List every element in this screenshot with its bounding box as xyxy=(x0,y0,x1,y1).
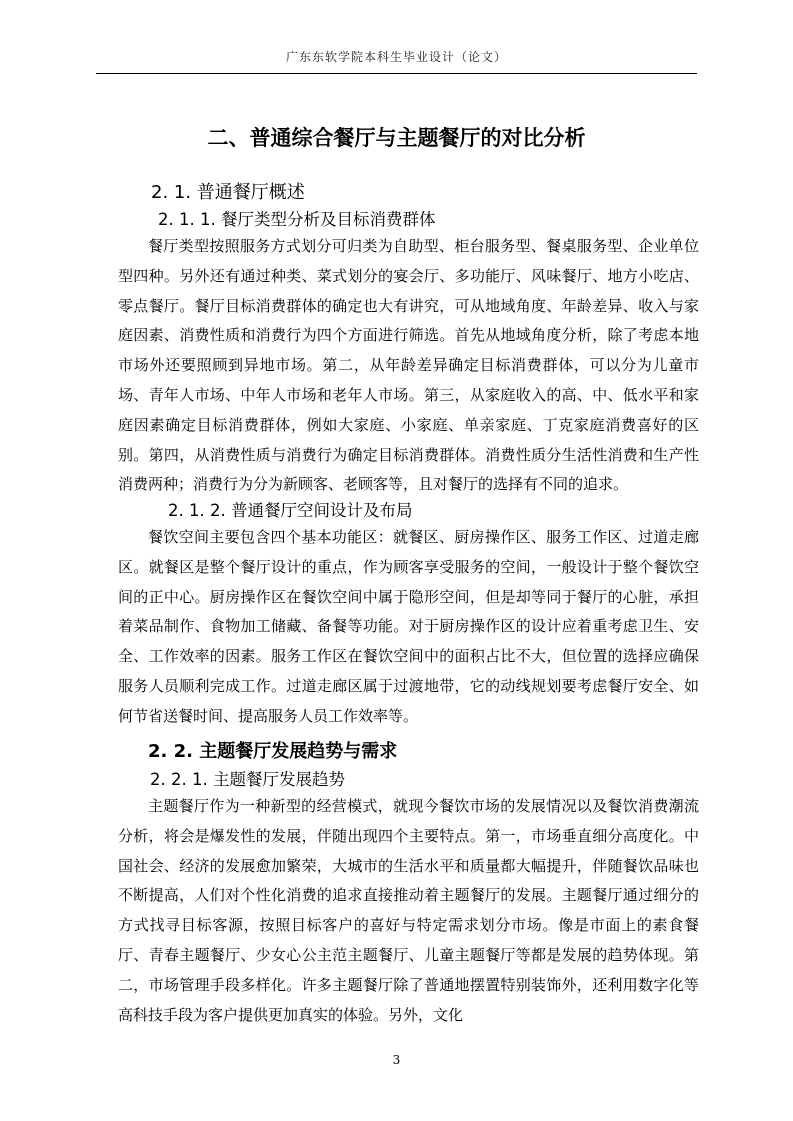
subsection-heading-2-1-1: 2. 1. 1. 餐厅类型分析及目标消费群体 xyxy=(158,210,436,229)
page-number: 3 xyxy=(392,1053,401,1067)
section-heading-2-1: 2. 1. 普通餐厅概述 xyxy=(151,182,305,203)
running-header: 广东东软学院本科生毕业设计（论文） xyxy=(285,50,507,64)
subsection-heading-2-1-2: 2. 1. 2. 普通餐厅空间设计及布局 xyxy=(168,501,413,520)
paragraph-2-2-1: 主题餐厅作为一种新型的经营模式，就现今餐饮市场的发展情况以及餐饮消费潮流分析，将会是爆发性的发展，伴随出现四个主要特点。第一，市场垂直细分高度化。中国社会、经济的发展愈加繁荣，大城市的生活水平和质量都大幅提升，伴随餐饮品味也不断提高，人们对个性化消费的追求直接推动着主题餐厅的发展。主题餐厅通过细分的方式找寻目标客源，按照目标客户的喜好与特定需求划分市场。像是市面上的素食餐厅、青春主题餐厅、少女心公主范主题餐厅、儿童主题餐厅等都是发展的趋势体现。第二，市场管理手段多样化。许多主题餐厅除了普通地摆置特别装饰外，还利用数字化等高科技手段为客户提供更加真实的体验。另外，文化 xyxy=(118,797,699,1024)
chapter-title: 二、普通综合餐厅与主题餐厅的对比分析 xyxy=(207,126,586,150)
paragraph-2-1-2: 餐饮空间主要包含四个基本功能区：就餐区、厨房操作区、服务工作区、过道走廊区。就餐区是整个餐厅设计的重点，作为顾客享受服务的空间，一般设计于整个餐饮空间的正中心。厨房操作区在餐饮空间中属于隐形空间，但是却等同于餐厅的心脏，承担着菜品制作、食物加工储藏、备餐等功能。对于厨房操作区的设计应着重考虑卫生、安全、工作效率的因素。服务工作区在餐饮空间中的面积占比不大，但位置的选择应确保服务人员顺利完成工作。过道走廊区属于过渡地带，它的动线规划要考虑餐厅安全、如何节省送餐时间、提高服务人员工作效率等。 xyxy=(118,528,699,725)
header-divider xyxy=(96,73,697,74)
subsection-heading-2-2-1: 2. 2. 1. 主题餐厅发展趋势 xyxy=(150,770,345,789)
paragraph-2-1-1: 餐厅类型按照服务方式划分可归类为自助型、柜台服务型、餐桌服务型、企业单位型四种。另外还有通过种类、菜式划分的宴会厅、多功能厅、风味餐厅、地方小吃店、零点餐厅。餐厅目标消费群体的确定也大有讲究，可从地域角度、年龄差异、收入与家庭因素、消费性质和消费行为四个方面进行筛选。首先从地域角度分析，除了考虑本地市场外还要照顾到异地市场。第二，从年龄差异确定目标消费群体，可以分为儿童市场、青年人市场、中年人市场和老年人市场。第三，从家庭收入的高、中、低水平和家庭因素确定目标消费群体，例如大家庭、小家庭、单亲家庭、丁克家庭消费喜好的区别。第四，从消费性质与消费行为确定目标消费群体。消费性质分生活性消费和生产性消费两种；消费行为分为新顾客、老顾客等，且对餐厅的选择有不同的追求。 xyxy=(118,237,699,494)
section-heading-2-2: 2. 2. 主题餐厅发展趋势与需求 xyxy=(148,741,398,762)
